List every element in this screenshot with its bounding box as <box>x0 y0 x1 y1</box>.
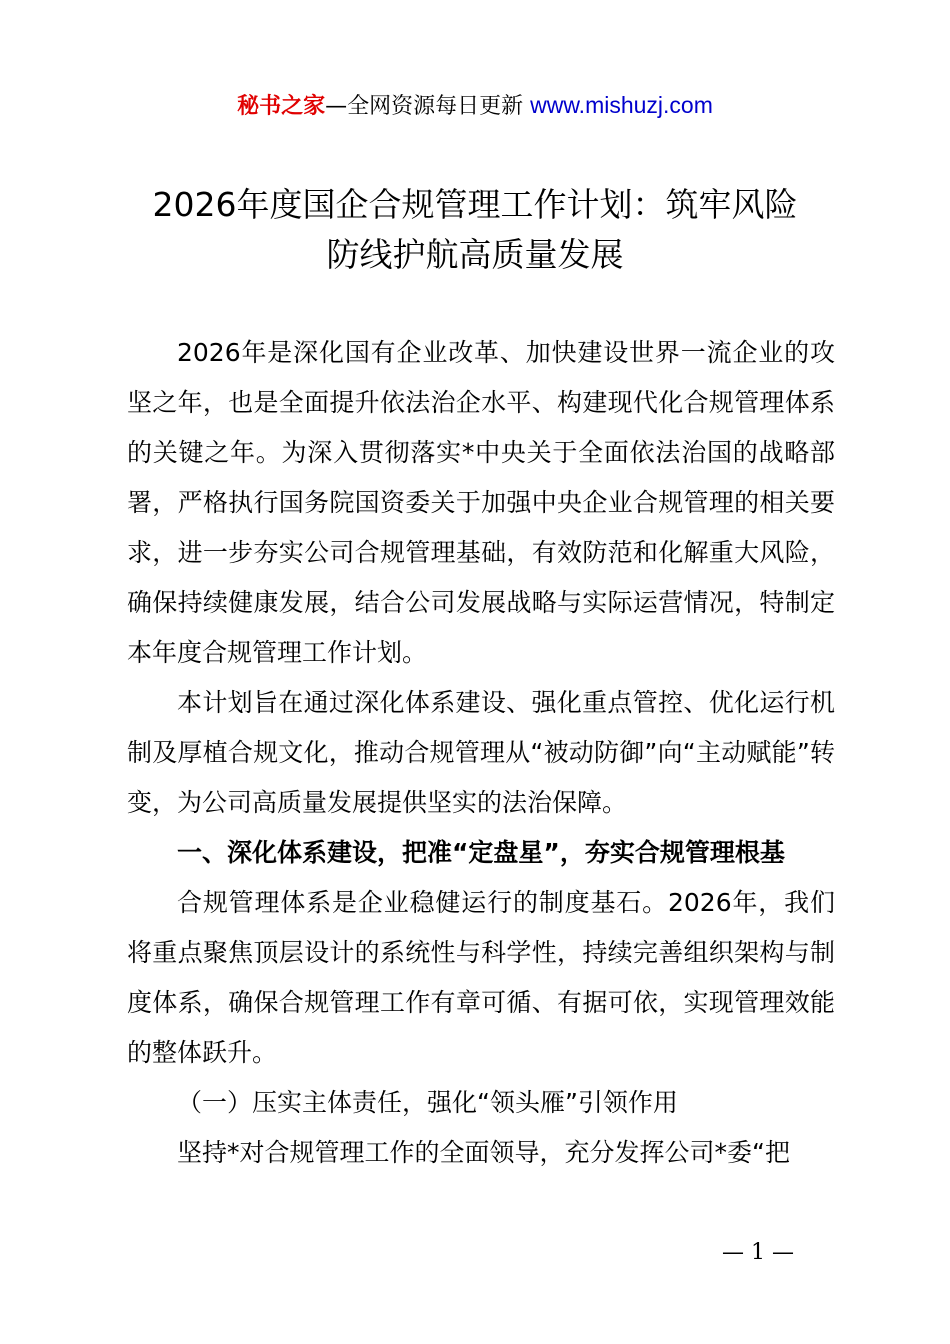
purpose-paragraph: 本计划旨在通过深化体系建设、强化重点管控、优化运行机制及厚植合规文化，推动合规管理从“被动防御”向“主动赋能”转变，为公司高质量发展提供坚实的法治保障。 <box>127 688 835 817</box>
page-number: — 1 — <box>722 1240 794 1265</box>
site-banner <box>0 88 950 124</box>
brand-name: 秘书之家 <box>237 94 326 119</box>
title-line-1: 2026年度国企合规管理工作计划：筑牢风险 <box>152 185 798 224</box>
subsection-1-paragraph: 坚持*对合规管理工作的全面领导，充分发挥公司*委“把 <box>177 1138 790 1167</box>
title-line-2: 防线护航高质量发展 <box>326 235 624 274</box>
intro-paragraph: 2026年是深化国有企业改革、加快建设世界一流企业的攻坚之年，也是全面提升依法治企水平、构建现代化合规管理体系的关键之年。为深入贯彻落实*中央关于全面依法治国的战略部署，严格执行国务院国资委关于加强中央企业合规管理的相关要求，进一步夯实公司合规管理基础，有效防范和化解重大风险，确保持续健康发展，结合公司发展战略与实际运营情况，特制定本年度合规管理工作计划。 <box>127 338 835 667</box>
document-body <box>127 328 835 1178</box>
section-1-paragraph: 合规管理体系是企业稳健运行的制度基石。2026年，我们将重点聚焦顶层设计的系统性与科学性，持续完善组织架构与制度体系，确保合规管理工作有章可循、有据可依，实现管理效能的整体跃升。 <box>127 888 835 1067</box>
banner-url-link[interactable]: www.mishuzj.com <box>530 92 713 118</box>
section-heading-1: 一、深化体系建设，把准“定盘星”，夯实合规管理根基 <box>177 838 785 867</box>
subsection-heading-1: （一）压实主体责任，强化“领头雁”引领作用 <box>177 1088 678 1117</box>
banner-tagline: —全网资源每日更新 <box>325 94 531 119</box>
document-title <box>100 180 850 280</box>
